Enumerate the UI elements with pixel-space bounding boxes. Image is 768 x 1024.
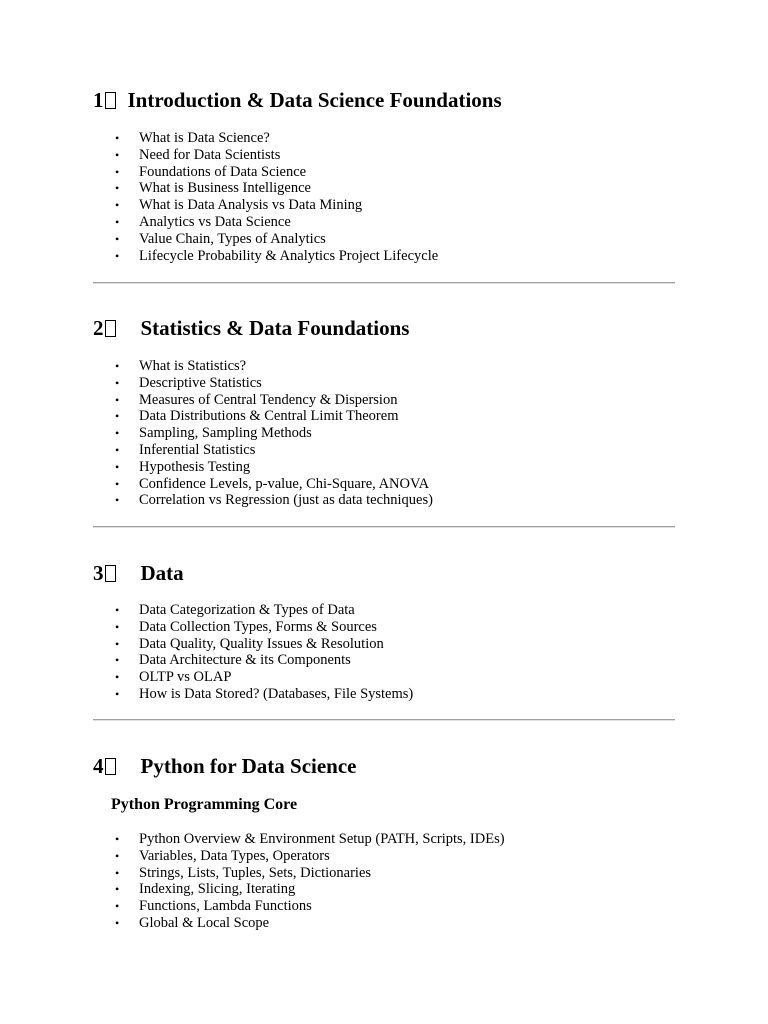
list-item [93,214,438,231]
list-item-text: Lifecycle Probability & Analytics Project Lifecycle [139,247,439,264]
list-item-text: Hypothesis Testing [139,458,251,475]
bullet-icon: • [115,636,120,651]
bullet-icon: • [115,670,120,685]
list-item-text: Data Collection Types, Forms & Sources [139,618,377,635]
bullet-icon: • [115,248,120,263]
list-item-text: Data Categorization & Types of Data [139,602,355,618]
bullet-icon: • [115,848,120,863]
missing-glyph-icon [105,758,116,775]
list-item-text: Foundations of Data Science [139,163,307,180]
list-item [93,231,438,248]
list-item [93,636,413,653]
list-item-text: Descriptive Statistics [139,374,262,391]
list-item [93,425,433,442]
list-item [93,898,505,915]
list-item-text: Correlation vs Regression (just as data techniques) [139,492,433,509]
list-item [93,180,438,197]
list-item [93,442,433,459]
section-heading [93,561,675,585]
list-item-text: What is Statistics? [139,358,247,374]
bullet-icon: • [115,459,120,474]
list-item-text: Confidence Levels, p-value, Chi-Square, ANOVA [139,475,430,492]
bullet-icon: • [115,882,120,897]
section-item-list [93,602,413,703]
bullet-icon: • [115,359,120,373]
list-item-text: Indexing, Slicing, Iterating [139,881,296,898]
bullet-icon: • [115,476,120,491]
section-title: Introduction & Data Science Foundations [127,88,502,112]
list-item [93,197,438,214]
bullet-icon: • [115,619,120,634]
section-title: Data [140,561,184,585]
list-item [93,492,433,509]
list-item [93,459,433,476]
section-heading [93,754,675,778]
list-item [93,476,433,493]
list-item [93,652,413,669]
list-item-text: What is Data Analysis vs Data Mining [139,197,363,214]
list-item [93,130,438,147]
list-item [93,686,413,703]
bullet-icon: • [115,231,120,246]
bullet-icon: • [115,603,120,617]
list-item [93,408,433,425]
section-number: 2 [93,316,104,340]
section-item-list [93,831,505,932]
list-item [93,848,505,865]
missing-glyph-icon [105,92,116,109]
list-item [93,392,433,409]
list-item [93,164,438,181]
list-item-text: What is Business Intelligence [139,180,311,197]
list-item [93,147,438,164]
section-heading [93,88,675,112]
list-item [93,831,505,848]
section-title: Python for Data Science [140,754,357,778]
bullet-icon: • [115,832,120,846]
section-number: 4 [93,754,104,778]
list-item-text: How is Data Stored? (Databases, File Systems) [139,685,414,702]
section-number: 3 [93,561,104,585]
list-item-text: Strings, Lists, Tuples, Sets, Dictionaries [139,864,372,881]
section-2 [93,316,675,509]
list-item-text: Data Quality, Quality Issues & Resolution [139,635,384,652]
list-item [93,602,413,619]
list-item-text: Variables, Data Types, Operators [139,847,330,864]
section-1 [93,88,675,264]
section-3 [93,561,675,702]
list-item-text: Functions, Lambda Functions [139,898,312,915]
list-item [93,669,413,686]
list-item-text: Global & Local Scope [139,914,270,931]
list-item [93,881,505,898]
missing-glyph-icon [105,565,116,582]
bullet-icon: • [115,131,120,145]
list-item-text: Data Architecture & its Components [139,652,351,669]
list-item-text: Value Chain, Types of Analytics [139,230,326,247]
section-title: Statistics & Data Foundations [140,316,410,340]
list-item [93,358,433,375]
list-item-text: Measures of Central Tendency & Dispersion [139,391,398,408]
bullet-icon: • [115,653,120,668]
bullet-icon: • [115,147,120,162]
bullet-icon: • [115,409,120,424]
bullet-icon: • [115,915,120,930]
bullet-icon: • [115,686,120,701]
section-4 [93,754,675,931]
horizontal-divider [93,719,675,721]
missing-glyph-icon [105,320,116,337]
bullet-icon: • [115,198,120,213]
list-item-text: Analytics vs Data Science [139,213,291,230]
list-item [93,915,505,932]
horizontal-divider [93,526,675,528]
list-item-text: OLTP vs OLAP [139,669,232,686]
list-item [93,619,413,636]
bullet-icon: • [115,426,120,441]
list-item [93,248,438,265]
bullet-icon: • [115,375,120,390]
list-item-text: Need for Data Scientists [139,146,281,163]
section-heading [93,316,675,340]
list-item-text: Data Distributions & Central Limit Theorem [139,408,399,425]
bullet-icon: • [115,181,120,196]
section-number: 1 [93,88,104,112]
bullet-icon: • [115,493,120,508]
bullet-icon: • [115,865,120,880]
bullet-icon: • [115,392,120,407]
list-item [93,375,433,392]
list-item-text: What is Data Science? [139,130,270,146]
bullet-icon: • [115,442,120,457]
section-item-list [93,130,438,264]
subsection-heading: Python Programming Core [111,796,298,813]
horizontal-divider [93,282,675,284]
list-item [93,865,505,882]
bullet-icon: • [115,899,120,914]
bullet-icon: • [115,164,120,179]
list-item-text: Inferential Statistics [139,441,256,458]
list-item-text: Sampling, Sampling Methods [139,425,312,442]
list-item-text: Python Overview & Environment Setup (PATH, Scripts, IDEs) [139,831,505,847]
section-item-list [93,358,433,509]
bullet-icon: • [115,214,120,229]
